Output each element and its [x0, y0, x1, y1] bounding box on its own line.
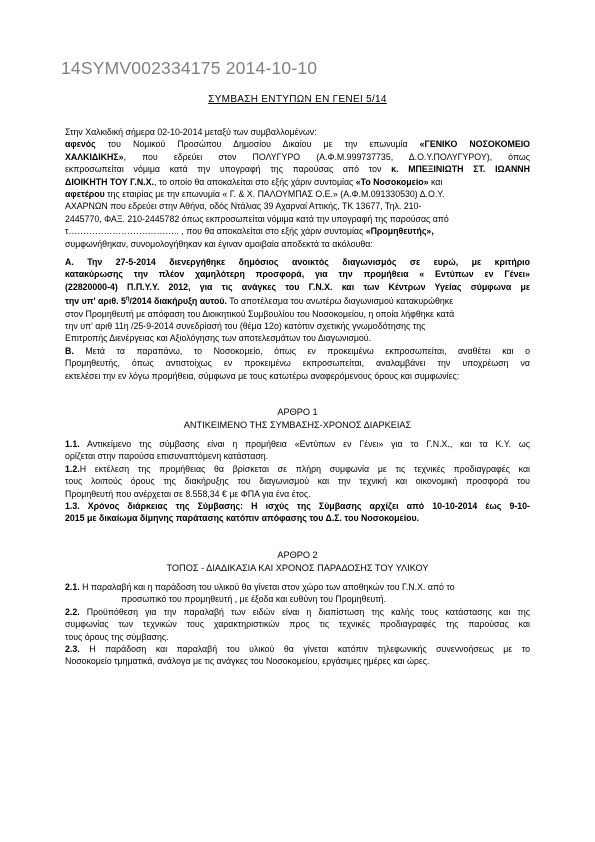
clause-2-3: 2.3. Η παράδοση και παραλαβή του υλικού θα γίνεται κατόπιν τηλεφωνικής συνεννοήσεως με το: [65, 643, 530, 654]
section-a-line: Επιτροπής Διενέργειας και Αξιολόγησης των αποτελεσμάτων του Διαγωνισμού.: [65, 333, 372, 344]
intro-line: ΑΧΑΡΝΩΝ που εδρεύει στην Αθήνα, οδός Ντάλιας 39 Αχαρναί Αττικής, ΤΚ 13677, Τηλ. 210-: [65, 201, 422, 212]
clause-1-3: 1.3. Χρόνος διάρκειας της Σύμβασης: Η ισχύς της Σύμβασης αρχίζει από 10-10-2014 έως 9-10-: [65, 501, 530, 512]
hospital-name: «ΓΕΝΙΚΟ ΝΟΣΟΚΟΜΕΙΟ: [419, 139, 530, 150]
intro-line: τ……………………………….. , που θα αποκαλείται στο εξής χάριν συντομίας «Προμηθευτής»,: [65, 226, 434, 237]
clause-1-2: 1.2.Η εκτέλεση της προμήθειας θα βρίσκεται σε πλήρη συμφωνία με τις τεχνικές προδιαγραφές και: [65, 463, 530, 474]
intro-line: εκπροσωπείται νόμιμα κατά την υπογραφή της παρούσας από τον κ. ΜΠΕΞΙΝΙΩΤΗ ΣΤ. ΙΩΑΝΝΗ: [65, 164, 530, 175]
section-a-line: Α. Την 27-5-2014 διενεργήθηκε δημόσιος ανοικτός διαγωνισμός σε ευρώ, με κριτήριο: [65, 257, 530, 268]
section-a-line: την υπ' αριθ. $5^\eta/2014$ διακήρυξη αυτού. Το αποτέλεσμα του ανωτέρω διαγωνισμού κατακυρώθηκε: [65, 296, 454, 307]
document-title: ΣΥΜΒΑΣΗ ΕΝΤΥΠΩΝ ΕΝ ΓΕΝΕΙ 5/14: [208, 94, 387, 105]
intro-line: αφετέρου της εταιρίας με την επωνυμία « Γ. & Χ. ΠΑΛΟΥΜΠΑΣ Ο.Ε.» (Α.Φ.Μ.091330530) Δ.Ο.Υ.: [65, 189, 445, 200]
supplier-alias: «Προμηθευτής»,: [365, 226, 434, 237]
section-a-line: (22820000-4) Π.Π.Υ.Υ. 2012, για τις ανάγκες του Γ.Ν.Χ. και των Κέντρων Υγείας σύμφωνα με: [65, 281, 530, 292]
section-a-line: κατακύρωσης την πλέον χαμηλότερη προσφορά, για την προμήθεια « Εντύπων εν Γένει»: [65, 269, 530, 280]
representative-title: ΔΙΟΙΚΗΤΗ ΤΟΥ Γ.Ν.Χ.: [65, 176, 154, 187]
hospital-alias: «Το Νοσοκομείο»: [355, 176, 429, 187]
article-2-title: ΤΟΠΟΣ - ΔΙΑΔΙΚΑΣΙΑ ΚΑΙ ΧΡΟΝΟΣ ΠΑΡΑΔΟΣΗΣ ΤΟΥ ΥΛΙΚΟΥ: [166, 562, 429, 573]
clause-2-1: 2.1. Η παραλαβή και η παράδοση του υλικού θα γίνεται στον χώρο των αποθηκών του Γ.Ν.Χ. από το: [65, 581, 455, 592]
clause-1-1: ορίζεται στην παρούσα επισυναπτόμενη κατάσταση.: [65, 451, 269, 462]
article-2-heading: ΑΡΘΡΟ 2: [277, 549, 318, 560]
intro-line: ΔΙΟΙΚΗΤΗ ΤΟΥ Γ.Ν.Χ., το οποίο θα αποκαλείται στο εξής χάριν συντομίας «Το Νοσοκομείο» και: [65, 176, 443, 187]
section-b-line: Β. Μετά τα παραπάνω, το Νοσοκομείο, όπως εν προκειμένω εκπροσωπείται, αναθέτει και ο: [65, 345, 530, 356]
clause-1-2: τους λοιπούς όρους της διακήρυξης του διαγωνισμού και την τεχνική και οικονομική προσφορά του: [65, 476, 530, 487]
party-label: αφενός: [65, 139, 96, 150]
party-label: αφετέρου: [65, 189, 105, 200]
intro-line: Στην Χαλκιδική σήμερα 02-10-2014 μεταξύ των συμβαλλομένων:: [65, 127, 317, 137]
section-a-line: στον Προμηθευτή με απόφαση του Διοικητικού Συμβουλίου του Νοσοκομείου, η οποία λήφθηκε κατά: [65, 308, 455, 319]
document-stamp: 14SYMV002334175 2014-10-10: [61, 58, 318, 78]
clause-2-2: 2.2. Προϋπόθεση για την παραλαβή των ειδών είναι η διαπίστωση της καλής τους κατάστασης και της: [65, 606, 530, 617]
intro-line: συμφωνήθηκαν, συνομολογήθηκαν και έγιναν αμοιβαία αποδεκτά τα ακόλουθα:: [65, 238, 373, 249]
clause-2-1: προσωπικό του προμηθευτή , με έξοδα και ευθύνη του Προμηθευτή.: [121, 594, 387, 605]
intro-line: αφενός του Νομικού Προσώπου Δημοσίου Δικαίου με την επωνυμία «ΓΕΝΙΚΟ ΝΟΣΟΚΟΜΕΙΟ: [65, 139, 530, 150]
clause-1-2: Προμηθευτή που ανέρχεται σε 8.558,34 € με ΦΠΑ για ένα έτος.: [65, 488, 311, 499]
section-b-line: Προμηθευτής, όπως αντιστοίχως εν προκειμένω εκπροσωπείται, αναλαμβάνει την υποχρέωση να: [65, 358, 530, 369]
clause-1-3: 2015 με δικαίωμα δίμηνης παράτασης κατόπιν απόφασης του Δ.Σ. του Νοσοκομείου.: [65, 513, 420, 524]
clause-2-2: τους όρους της σύμβασης.: [65, 631, 169, 642]
hospital-name: ΧΑΛΚΙΔΙΚΗΣ»: [65, 151, 124, 162]
section-a-line: την υπ' αριθ 11η /25-9-2014 συνεδρίασή του (θέμα 12ο) κατόπιν σχετικής γνωμοδότησης της: [65, 321, 426, 332]
clause-2-3: Νοσοκομείο τμηματικά, ανάλογα με τις ανάγκες του Νοσοκομείου, εργάσιμες ημέρες και ώρες.: [65, 656, 430, 667]
article-1-title: ΑΝΤΙΚΕΙΜΕΝΟ ΤΗΣ ΣΥΜΒΑΣΗΣ-ΧΡΟΝΟΣ ΔΙΑΡΚΕΙΑΣ: [183, 420, 412, 431]
clause-1-1: 1.1. Αντικείμενο της σύμβασης είναι η προμήθεια «Εντύπων εν Γένει» για το Γ.Ν.Χ., και τα Κ.Υ. ως: [65, 439, 530, 450]
section-b-line: εκτελέσει την εν λόγω προμήθεια, σύμφωνα με τους κατωτέρω αναφερόμενους όρους και συμφωνίες:: [65, 370, 460, 381]
intro-line: ΧΑΛΚΙΔΙΚΗΣ», που εδρεύει στον ΠΟΛΥΓΥΡΟ (Α.Φ.Μ.999737735, Δ.Ο.Υ.ΠΟΛΥΓΥΡΟΥ), όπως: [65, 151, 530, 162]
representative-name: κ. ΜΠΕΞΙΝΙΩΤΗ ΣΤ. ΙΩΑΝΝΗ: [391, 164, 530, 175]
document-body: [65, 126, 530, 668]
clause-2-2: συμφωνίας των τεχνικών τους χαρακτηριστικών προς τις τεχνικές προδιαγραφές της παρούσας και: [65, 619, 530, 630]
spacer: [65, 525, 530, 549]
article-1-heading: ΑΡΘΡΟ 1: [277, 407, 318, 418]
intro-line: 2445770, ΦΑΞ. 210-2445782 όπως εκπροσωπείται νόμιμα κατά την υπογραφή της παρούσας από: [65, 213, 449, 224]
spacer: [65, 382, 530, 406]
